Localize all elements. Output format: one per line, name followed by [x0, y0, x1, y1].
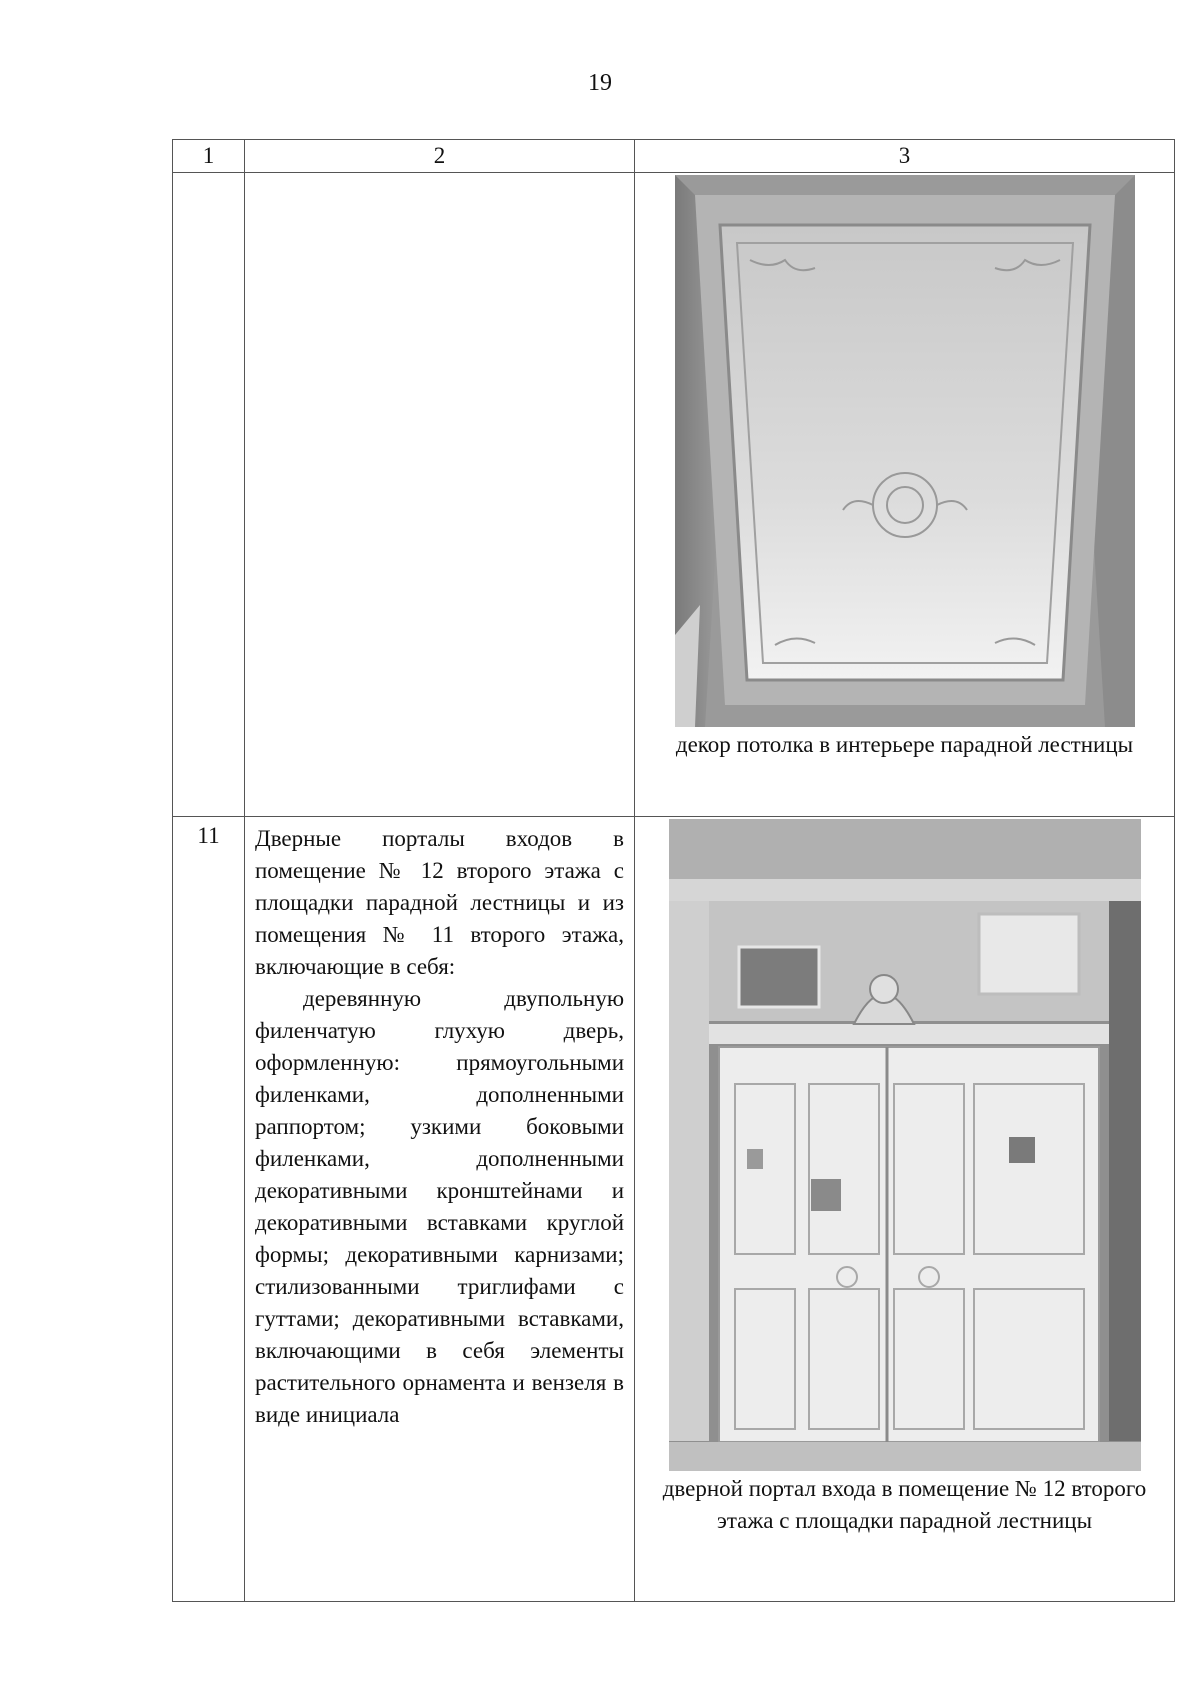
column-header: 2	[245, 140, 635, 173]
page-number: 19	[588, 70, 612, 96]
description-cell	[245, 817, 635, 1602]
description-cell	[245, 173, 635, 817]
column-header: 1	[173, 140, 245, 173]
photo-cell	[635, 173, 1175, 817]
photo-cell	[635, 817, 1175, 1602]
photo-caption: дверной портал входа в помещение № 12 второго этажа с площадки парадной лестницы	[662, 1476, 1147, 1533]
ceiling-decor-photo	[675, 175, 1135, 727]
row-number: 11	[173, 817, 245, 1602]
table-row	[173, 173, 1175, 817]
door-portal-photo	[669, 819, 1141, 1471]
column-header: 3	[635, 140, 1175, 173]
row-number	[173, 173, 245, 817]
document-table	[172, 139, 1175, 1602]
description-paragraph: деревянную двупольную филенчатую глухую дверь, оформленную: прямоугольными филенками, дополненными раппортом; узкими боковыми филенками, дополненными декоративными кронштейнами и декоративными вставками круглой формы; декоративными карнизами; стилизованными триглифами с гуттами; декоративными вставками, включающими в себя элементы растительного орнамента и вензеля в виде инициала	[255, 986, 624, 1427]
table-header-row	[173, 140, 1175, 173]
table-row	[173, 817, 1175, 1602]
description-paragraph: Дверные порталы входов в помещение № 12 второго этажа с площадки парадной лестницы и из помещения № 11 второго этажа, включающие в себя:	[255, 826, 624, 979]
photo-caption: декор потолка в интерьере парадной лестницы	[675, 732, 1134, 757]
